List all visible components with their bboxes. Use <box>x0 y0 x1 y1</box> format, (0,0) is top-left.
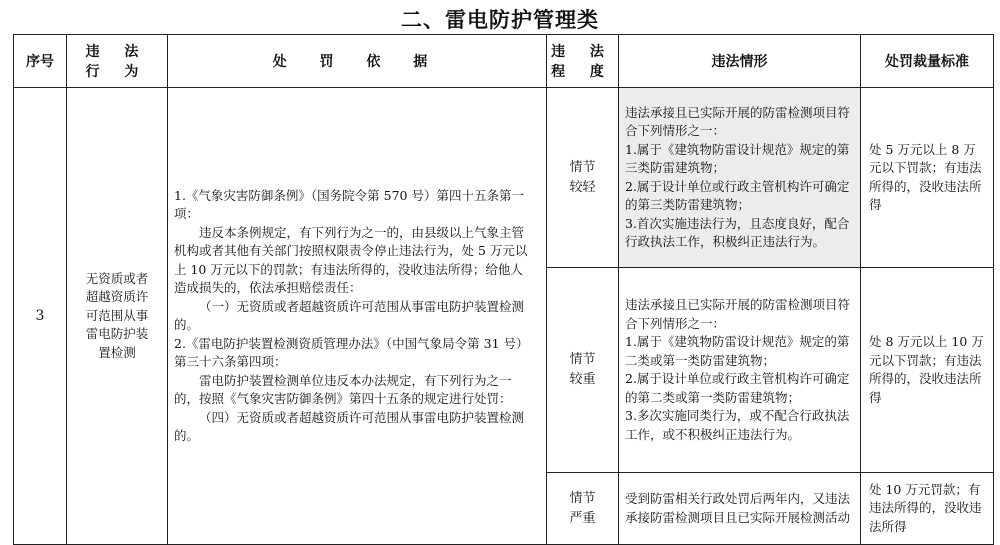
header-violation-degree-line1: 违 法 <box>551 44 614 60</box>
header-violation-act <box>67 35 168 88</box>
penalty-table <box>13 34 994 545</box>
degree-label: 较轻 <box>569 179 596 195</box>
degree-label: 情节 <box>569 490 596 506</box>
section-title: 二、雷电防护管理类 <box>401 7 599 32</box>
situation-line: 2.属于设计单位或行政主管机构许可确定的第三类防雷建筑物； <box>625 178 850 212</box>
situation-line: 违法承接且已实际开展的防雷检测项目符合下列情形之一： <box>625 104 851 138</box>
penalty-basis-cell <box>168 88 547 545</box>
basis-paragraph: 2.《雷电防护装置检测资质管理办法》（中国气象局令第 31 号）第三十六条第四项： <box>174 335 529 369</box>
situation-line: 1.属于《建筑物防雷设计规范》规定的第三类防雷建筑物； <box>625 141 850 175</box>
table-row <box>14 88 994 268</box>
situation-severe-cell <box>619 473 861 545</box>
standard-severe-cell: 处 10 万元罚款；有违法所得的，没收违法所得 <box>861 473 994 545</box>
header-violation-situation: 违法情形 <box>619 35 861 88</box>
header-penalty-basis: 处 罚 依 据 <box>168 35 547 88</box>
degree-heavy-cell <box>547 268 619 473</box>
basis-paragraph: 1.《气象灾害防御条例》（国务院令第 570 号）第四十五条第一项： <box>174 187 524 221</box>
situation-line: 3.多次实施同类行为，或不配合行政执法工作，或不积极纠正违法行为。 <box>625 408 850 442</box>
situation-line: 3.首次实施违法行为，且态度良好，配合行政执法工作，积极纠正违法行为。 <box>625 215 850 249</box>
row-serial-number: 3 <box>14 88 67 545</box>
basis-paragraph: （四）无资质或者超越资质许可范围从事雷电防护装置检测的。 <box>174 409 525 443</box>
violation-act-line: 无资质或者 <box>85 270 149 286</box>
degree-label: 情节 <box>569 159 596 175</box>
violation-act-line: 雷电防护装 <box>85 326 149 342</box>
violation-act-cell <box>67 88 168 545</box>
degree-label: 严重 <box>569 510 596 526</box>
degree-label: 情节 <box>569 352 596 367</box>
standard-light-cell: 处 5 万元以上 8 万元以下罚款；有违法所得的，没收违法所得 <box>861 88 994 268</box>
situation-line: 1.属于《建筑物防雷设计规范》规定的第二类或第一类防雷建筑物； <box>625 334 850 368</box>
basis-paragraph: （一）无资质或者超越资质许可范围从事雷电防护装置检测的。 <box>174 298 525 332</box>
degree-light-cell <box>547 88 619 268</box>
header-violation-degree <box>547 35 619 88</box>
basis-paragraph: 雷电防护装置检测单位违反本办法规定，有下列行为之一的，按照《气象灾害防御条例》第四十五条的规定进行处罚： <box>174 372 512 406</box>
violation-act-line: 置检测 <box>98 344 136 360</box>
situation-line: 违法承接且已实际开展的防雷检测项目符合下列情形之一： <box>625 297 851 331</box>
header-penalty-standard: 处罚裁量标准 <box>861 35 994 88</box>
situation-line: 受到防雷相关行政处罚后两年内，又违法承接防雷检测项目且已实际开展检测活动 <box>625 491 851 525</box>
standard-heavy-cell: 处 8 万元以上 10 万元以下罚款；有违法所得的，没收违法所得 <box>861 268 994 473</box>
basis-paragraph: 违反本条例规定，有下列行为之一的，由县级以上气象主管机构或者其他有关部门按照权限责令停止违法行为，处 5 万元以上 10 万元以下的罚款；有违法所得的，没收违法所得；给他人造成损失的，依法承担赔偿责任： <box>174 224 528 295</box>
situation-light-cell <box>619 88 861 268</box>
situation-heavy-cell <box>619 268 861 473</box>
degree-label: 较重 <box>569 372 596 387</box>
header-violation-act-line2: 行 为 <box>85 64 149 80</box>
header-violation-act-line1: 违 法 <box>85 44 149 60</box>
degree-severe-cell <box>547 473 619 545</box>
header-violation-degree-line2: 程 度 <box>551 64 614 80</box>
situation-line: 2.属于设计单位或行政主管机构许可确定的第二类或第一类防雷建筑物； <box>625 371 850 405</box>
violation-act-line: 可范围从事 <box>85 307 149 323</box>
header-row <box>14 35 994 88</box>
violation-act-line: 超越资质许 <box>85 289 149 305</box>
header-serial-number: 序号 <box>14 35 67 88</box>
